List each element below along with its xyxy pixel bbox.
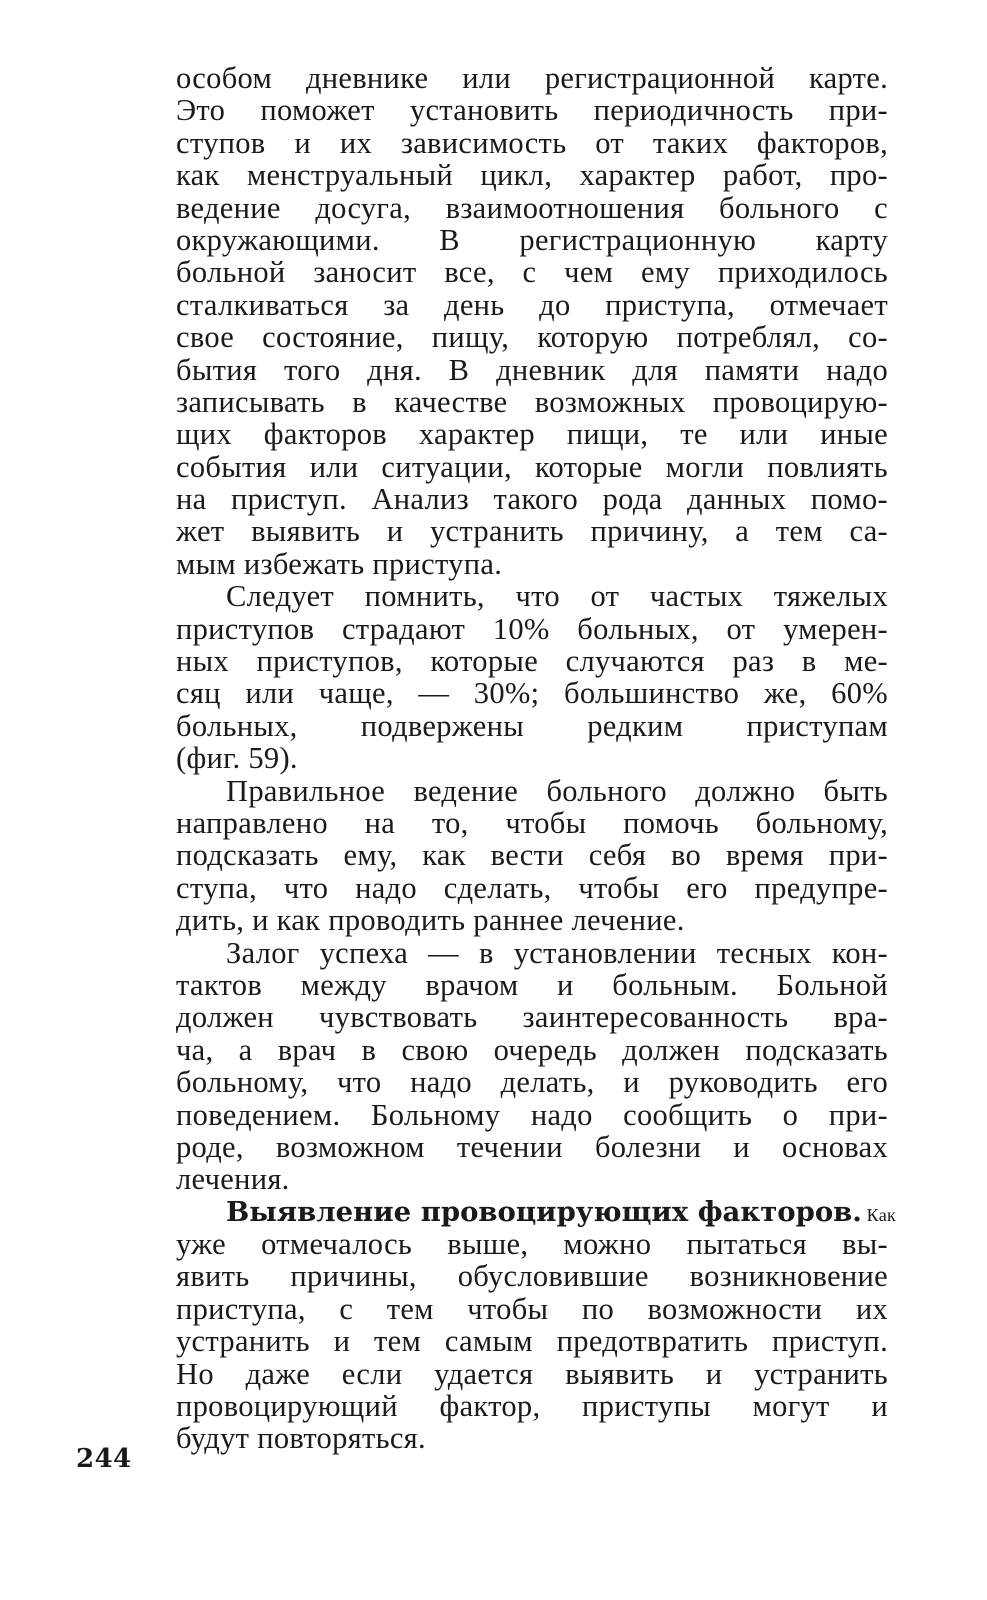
- text-line: щих факторов характер пищи, те или иные: [176, 417, 888, 452]
- text-line: ных приступов, которые случаются раз в ме-: [176, 644, 888, 679]
- text-line: ступа, что надо сделать, чтобы его предупре-: [176, 870, 888, 905]
- paragraph-start: Правильное ведение больного должно быть: [226, 773, 888, 808]
- text-line: устранить и тем самым предотвратить приступ.: [176, 1324, 888, 1359]
- text-line: больной заносит все, с чем ему приходилось: [176, 255, 888, 290]
- text-line: свое состояние, пищу, которую потреблял, со-: [176, 320, 888, 355]
- paragraph-start: Залог успеха — в установлении тесных кон-: [226, 935, 888, 970]
- text-line: уже отмечалось выше, можно пытаться вы-: [176, 1227, 888, 1262]
- text-line: бытия того дня. В дневник для памяти надо: [176, 352, 888, 387]
- text-line: приступов страдают 10% больных, от умерен-: [176, 611, 888, 646]
- text-line: подсказать ему, как вести себя во время при-: [176, 838, 888, 873]
- text-line: роде, возможном течении болезни и основах: [176, 1129, 888, 1164]
- text-line: провоцирующий фактор, приступы могут и: [176, 1389, 888, 1424]
- text-line: как менструальный цикл, характер работ, про-: [176, 158, 888, 193]
- page-number: 244: [76, 1444, 132, 1474]
- text-line: будут повторяться.: [176, 1421, 426, 1456]
- text-line: больных, подвержены редким приступам: [176, 708, 888, 743]
- section-heading-line: [176, 1195, 897, 1228]
- text-line: особом дневнике или регистрационной карте.: [176, 61, 888, 95]
- text-line: дить, и как проводить раннее лечение.: [176, 903, 685, 938]
- text-line: ведение досуга, взаимоотношения больного с: [176, 190, 888, 225]
- text-line: записывать в качестве возможных провоцирую-: [176, 384, 888, 419]
- text-line: Это поможет установить периодичность при-: [176, 93, 888, 128]
- text-line: ступов и их зависимость от таких факторов,: [176, 125, 888, 160]
- text-line: ча, а врач в свою очередь должен подсказать: [176, 1032, 888, 1067]
- text-line: тактов между врачом и больным. Больной: [176, 967, 888, 1002]
- text-line: больному, что надо делать, и руководить его: [176, 1065, 888, 1100]
- text-line: (фиг. 59).: [176, 741, 298, 776]
- text-line: направлено на то, чтобы помочь больному,: [176, 805, 888, 840]
- text-line: лечения.: [176, 1162, 290, 1197]
- text-line: приступа, с тем чтобы по возможности их: [176, 1291, 888, 1326]
- text-line: события или ситуации, которые могли повлиять: [176, 449, 888, 484]
- text-line: сяц или чаще, — 30%; большинство же, 60%: [176, 676, 888, 711]
- text-line: Но даже если удается выявить и устранить: [176, 1356, 888, 1391]
- section-heading: Выявление провоцирующих факторов.: [226, 1195, 862, 1228]
- text-line: мым избежать приступа.: [176, 546, 503, 581]
- text-line: жет выявить и устранить причину, а тем са-: [176, 514, 888, 549]
- text-line: окружающими. В регистрационную карту: [176, 222, 888, 257]
- paragraph-start: Следует помнить, что от частых тяжелых: [226, 579, 888, 614]
- text-line: должен чувствовать заинтересованность вра-: [176, 1000, 888, 1035]
- heading-continuation: Как: [861, 1204, 897, 1225]
- text-line: сталкиваться за день до приступа, отмечает: [176, 287, 888, 322]
- text-line: поведением. Больному надо сообщить о при-: [176, 1097, 888, 1132]
- page-text: [176, 61, 897, 1456]
- text-line: на приступ. Анализ такого рода данных помо-: [176, 482, 888, 517]
- text-line: явить причины, обусловившие возникновение: [176, 1259, 888, 1294]
